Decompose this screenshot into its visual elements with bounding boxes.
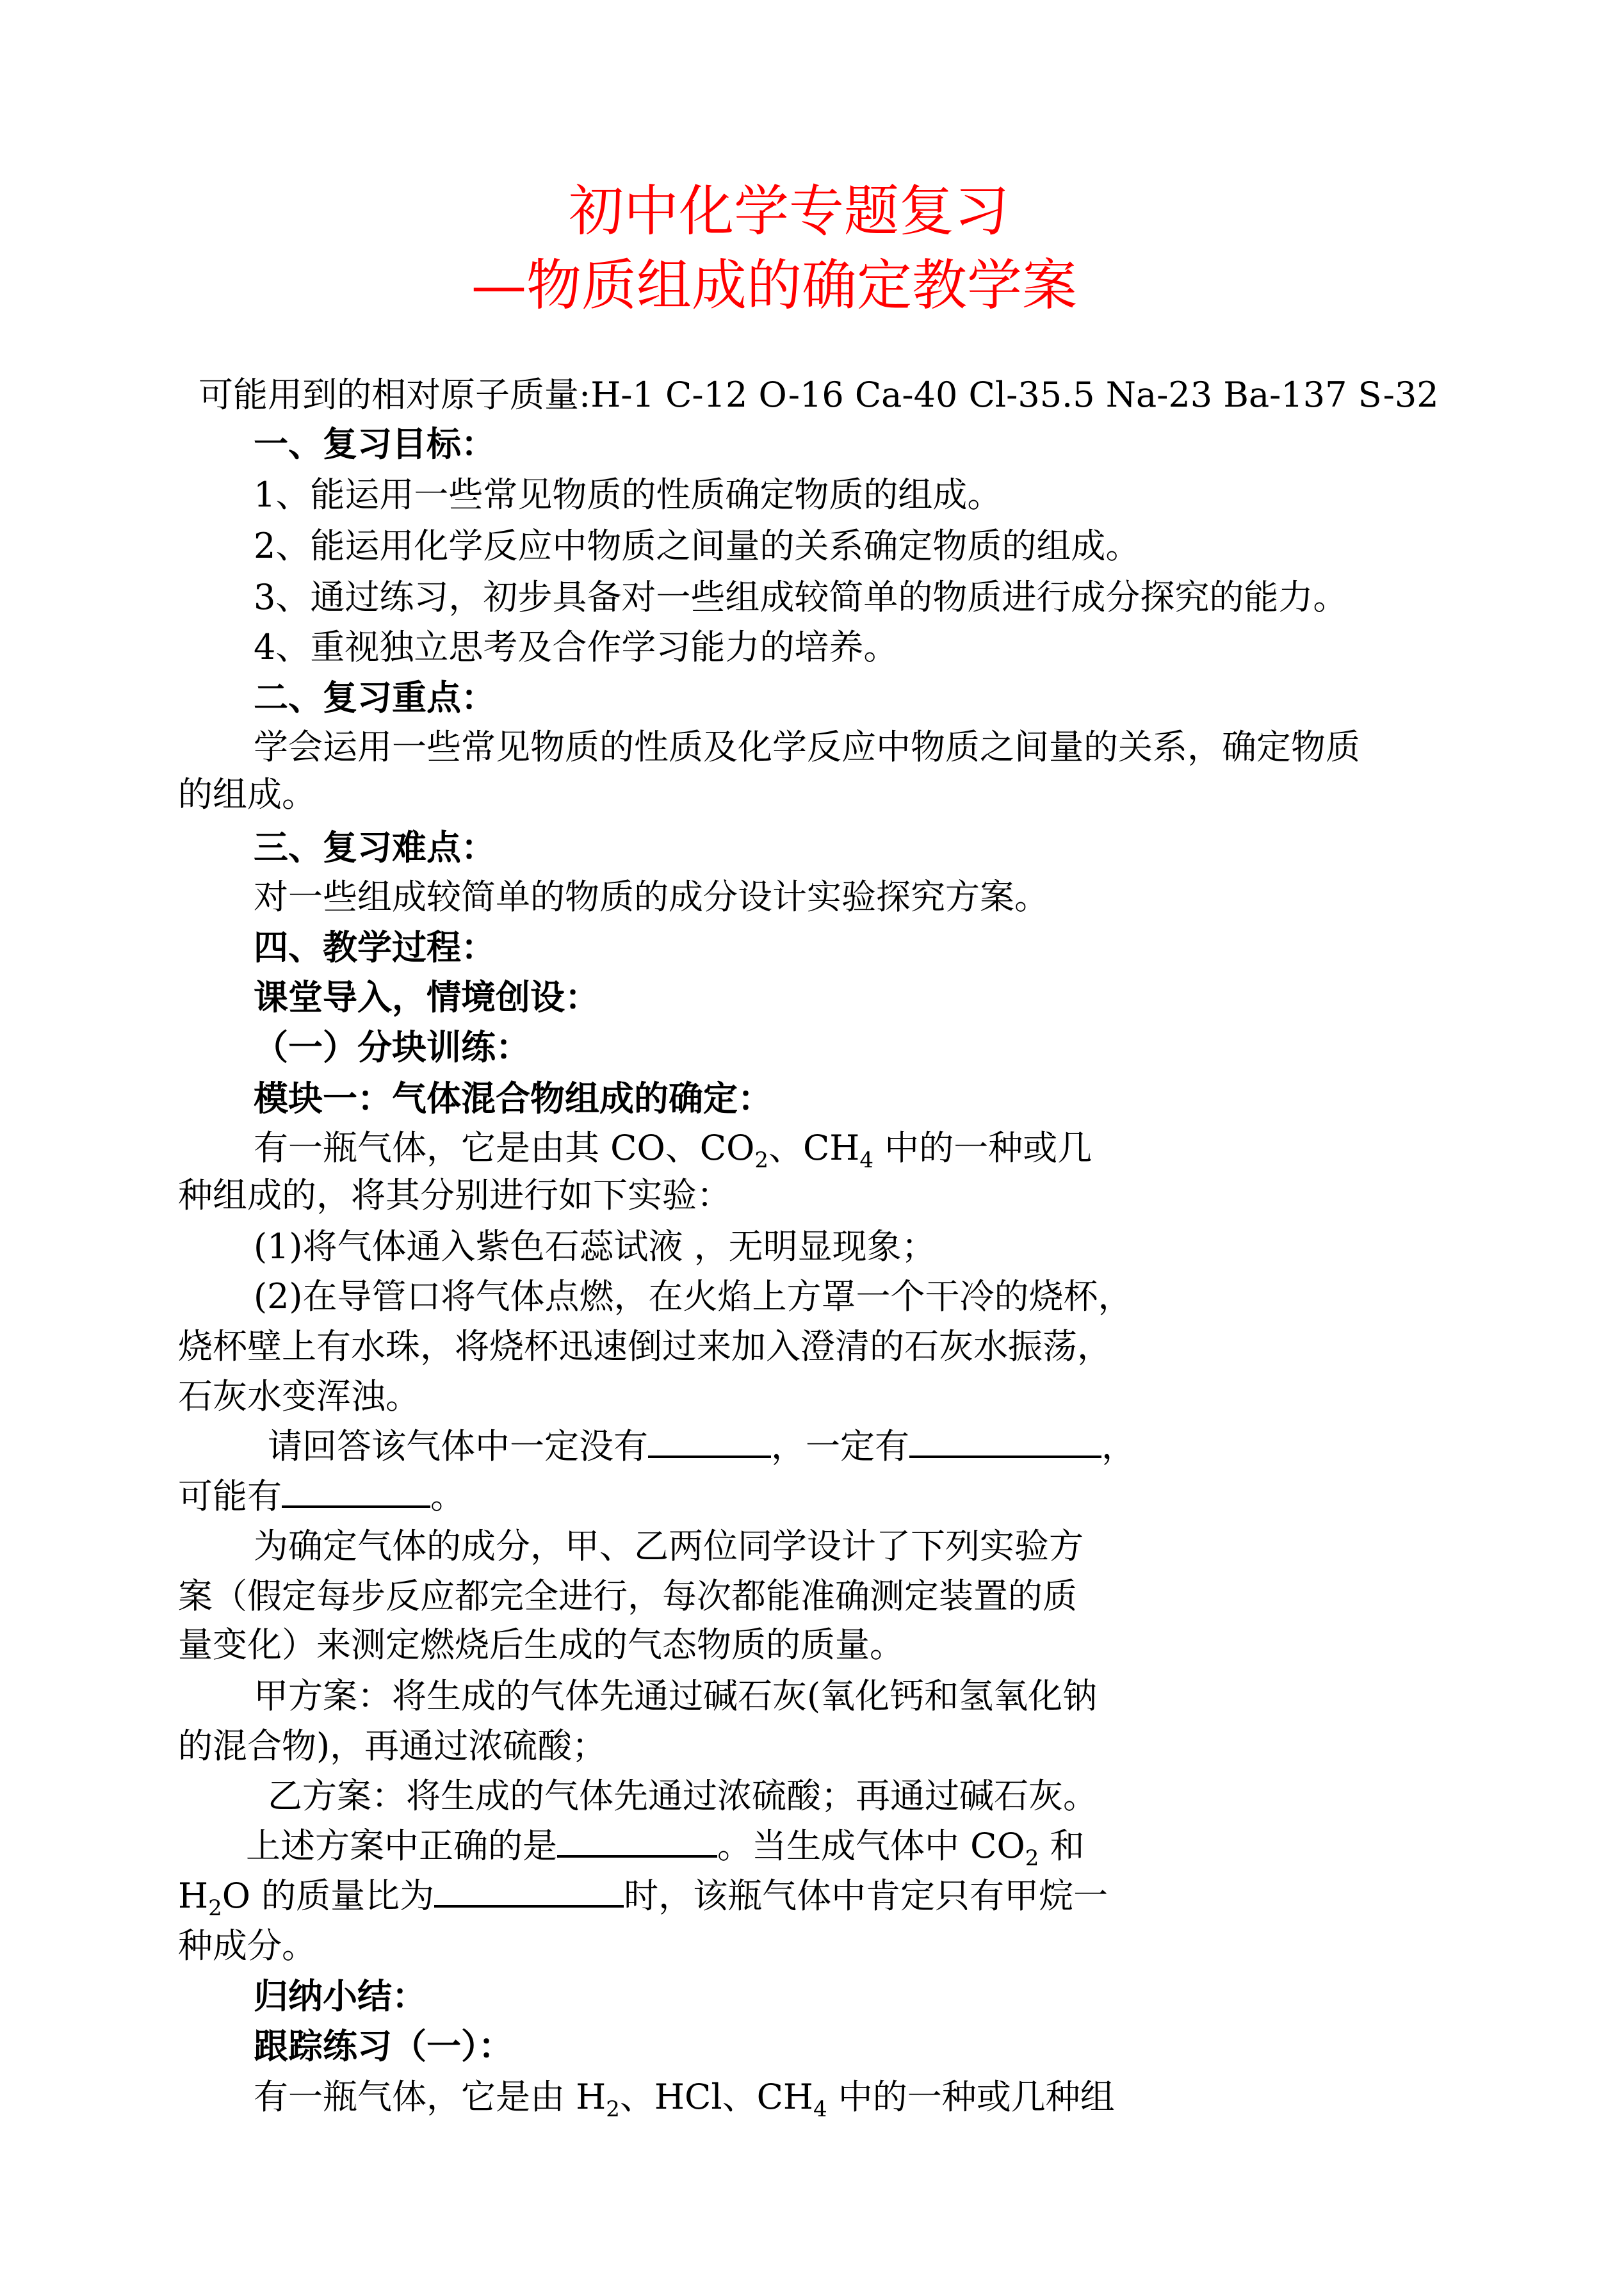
- module-one-heading: 模块一：气体混合物组成的确定：: [254, 1078, 772, 1119]
- atomic-masses-line: 可能用到的相对原子质量:H-1 C-12 O-16 Ca-40 Cl-35.5 Na-23 Ba-137 S-32: [199, 375, 1439, 415]
- section-heading-process: 四、教学过程：: [254, 927, 496, 968]
- answer-blank[interactable]: [909, 1427, 1101, 1458]
- problem-statement-line-1: 有一瓶气体，它是由其 CO、$CO_2$、$CH_4$ 中的一种或几: [254, 1128, 1092, 1173]
- design-text-line-3: 量变化）来测定燃烧后生成的气态物质的质量。: [178, 1625, 904, 1665]
- title-line-2: —物质组成的确定教学案: [471, 254, 1077, 318]
- practice-text-line-1: 有一瓶气体，它是由 $H_2$、HCl、$CH_4$ 中的一种或几种组: [254, 2077, 1115, 2122]
- answer-blank[interactable]: [557, 1827, 717, 1858]
- experiment-2-line-1: (2)在导管口将气体点燃，在火焰上方罩一个干冷的烧杯，: [254, 1276, 1133, 1317]
- objective-item: 3、通过练习，初步具备对一些组成较简单的物质进行成分探究的能力。: [254, 577, 1348, 617]
- experiment-2-line-3: 石灰水变浑浊。: [178, 1376, 420, 1416]
- answer-blank[interactable]: [282, 1477, 430, 1508]
- section-heading-keypoints: 二、复习重点：: [254, 677, 496, 718]
- answer-question-line-2: $H_2O$ 的质量比为 时，该瓶气体中肯定只有甲烷一: [178, 1876, 1108, 1921]
- answer-question-line-3: 种成分。: [178, 1926, 316, 1966]
- section-heading-objectives: 一、复习目标：: [254, 423, 496, 464]
- section-heading-difficulties: 三、复习难点：: [254, 827, 496, 868]
- answer-blank[interactable]: [434, 1877, 624, 1908]
- experiment-2-line-2: 烧杯壁上有水珠，将烧杯迅速倒过来加入澄清的石灰水振荡，: [178, 1326, 1112, 1366]
- plan-b: 乙方案：将生成的气体先通过浓硫酸；再通过碱石灰。: [268, 1776, 1098, 1816]
- practice-heading: 跟踪练习（一）：: [254, 2025, 513, 2066]
- plan-a-line-2: 的混合物)，再通过浓硫酸；: [178, 1726, 607, 1766]
- title-line-1: 初中化学专题复习: [569, 179, 1009, 243]
- design-text-line-2: 案（假定每步反应都完全进行，每次都能准确测定装置的质: [178, 1576, 1077, 1616]
- keypoints-text-line-2: 的组成。: [178, 774, 316, 815]
- objective-item: 2、能运用化学反应中物质之间量的关系确定物质的组成。: [254, 526, 1141, 566]
- keypoints-text-line-1: 学会运用一些常见物质的性质及化学反应中物质之间量的关系，确定物质: [254, 727, 1360, 767]
- design-text-line-1: 为确定气体的成分，甲、乙两位同学设计了下列实验方: [254, 1526, 1084, 1566]
- objective-item: 1、能运用一些常见物质的性质确定物质的组成。: [254, 474, 1002, 515]
- question-line-1: 请回答该气体中一定没有 ，一定有 ，: [268, 1426, 1136, 1466]
- problem-statement-line-2: 种组成的，将其分别进行如下实验：: [178, 1175, 731, 1215]
- objective-item: 4、重视独立思考及合作学习能力的培养。: [254, 627, 898, 667]
- answer-blank[interactable]: [648, 1427, 771, 1458]
- difficulties-text: 对一些组成较简单的物质的成分设计实验探究方案。: [254, 877, 1049, 917]
- answer-question-line-1: 上述方案中正确的是 。当生成气体中 $CO_2$ 和: [246, 1826, 1085, 1871]
- summary-heading: 归纳小结：: [254, 1975, 426, 2016]
- question-line-2: 可能有 。: [178, 1476, 465, 1516]
- process-intro: 课堂导入，情境创设：: [254, 977, 599, 1018]
- block-training-heading: （一）分块训练：: [254, 1026, 530, 1067]
- plan-a-line-1: 甲方案：将生成的气体先通过碱石灰(氧化钙和氢氧化钠: [254, 1676, 1098, 1716]
- experiment-1: (1)将气体通入紫色石蕊试液 ，无明显现象；: [254, 1226, 936, 1267]
